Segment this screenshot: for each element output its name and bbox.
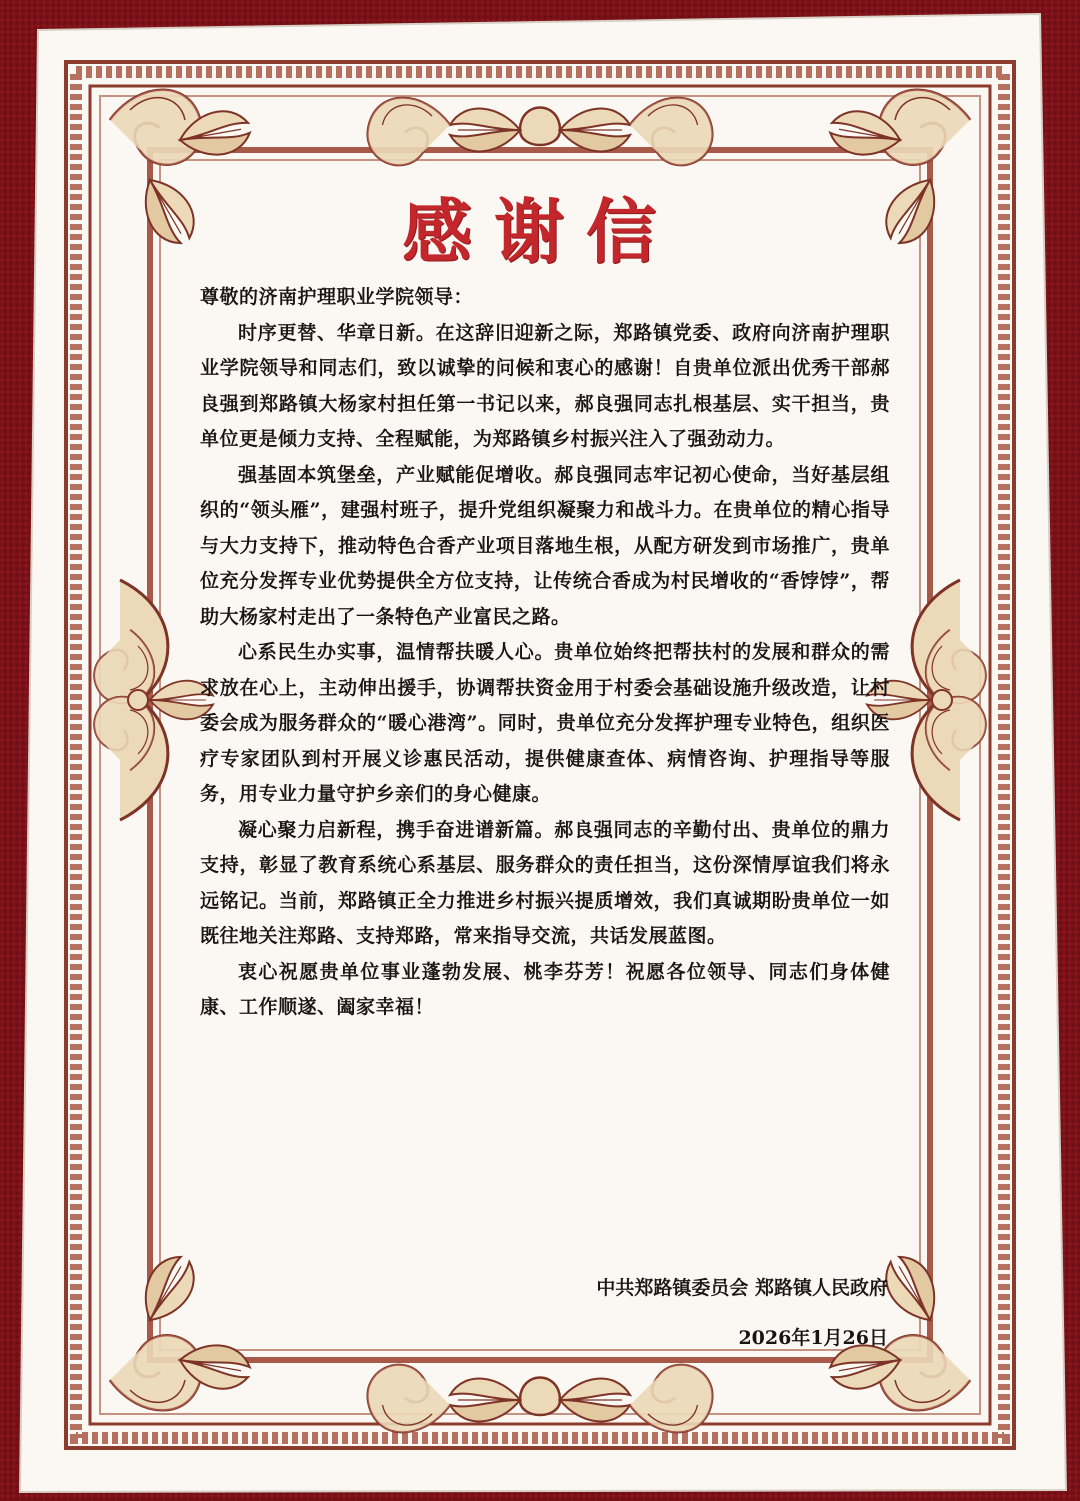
paragraph-1: 时序更替、华章日新。在这辞旧迎新之际，郑路镇党委、政府向济南护理职业学院领导和同志们，致以诚挚的问候和衷心的感谢！自贵单位派出优秀干部郝良强到郑路镇大杨家村担任第一书记以来，郝良强同志扎根基层、实干担当，贵单位更是倾力支持、全程赋能，为郑路镇乡村振兴注入了强劲动力。 bbox=[200, 321, 890, 450]
paragraph-2: 强基固本筑堡垒，产业赋能促增收。郝良强同志牢记初心使命，当好基层组织的“领头雁”，建强村班子，提升党组织凝聚力和战斗力。在贵单位的精心指导与大力支持下，推动特色合香产业项目落地生根，从配方研发到市场推广，贵单位充分发挥专业优势提供全方位支持，让传统合香成为村民增收的“香饽饽”，帮助大杨家村走出了一条特色产业富民之路。 bbox=[200, 463, 890, 628]
letter-title: 感谢信 bbox=[402, 190, 678, 273]
paragraph-4: 凝心聚力启新程，携手奋进谱新篇。郝良强同志的辛勤付出、贵单位的鼎力支持，彰显了教育系统心系基层、服务群众的责任担当，这份深情厚谊我们将永远铭记。当前，郑路镇正全力推进乡村振兴提质增效，我们真诚期盼贵单位一如既往地关注郑路、支持郑路，常来指导交流，共话发展蓝图。 bbox=[200, 818, 890, 947]
signature-organizations: 中共郑路镇委员会 郑路镇人民政府 bbox=[596, 1277, 888, 1299]
signature-block bbox=[596, 1270, 888, 1356]
paragraph-3: 心系民生办实事，温情帮扶暖人心。贵单位始终把帮扶村的发展和群众的需求放在心上，主动伸出援手，协调帮扶资金用于村委会基础设施升级改造，让村委会成为服务群众的“暖心港湾”。同时，贵单位充分发挥护理专业特色，组织医疗专家团队到村开展义诊惠民活动，提供健康查体、病情咨询、护理指导等服务，用专业力量守护乡亲们的身心健康。 bbox=[200, 641, 890, 805]
salutation: 尊敬的济南护理职业学院领导： bbox=[200, 286, 474, 308]
letter-body bbox=[200, 280, 890, 1026]
signature-date: 2026年1月26日 bbox=[738, 1327, 888, 1349]
paragraph-5: 衷心祝愿贵单位事业蓬勃发展、桃李芬芳！祝愿各位领导、同志们身体健康、工作顺遂、阖家幸福！ bbox=[200, 960, 890, 1018]
